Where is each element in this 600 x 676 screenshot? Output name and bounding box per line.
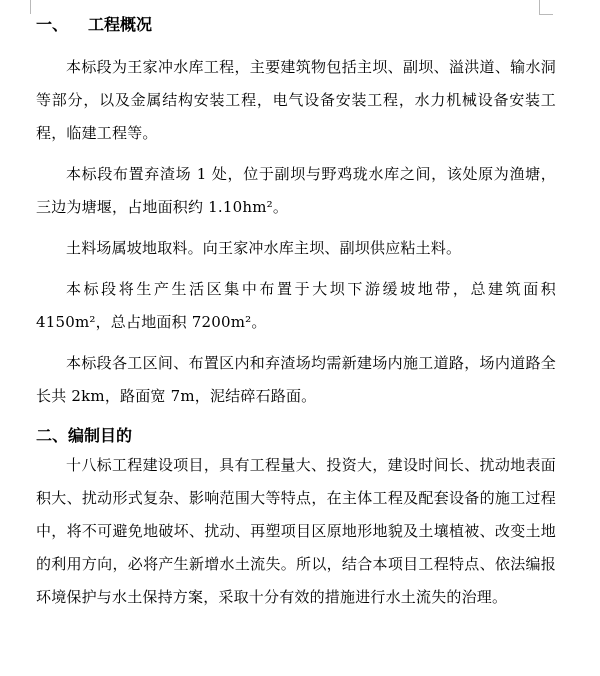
paragraph: 本标段布置弃渣场 1 处，位于副坝与野鸡珑水库之间，该处原为渔塘，三边为塘堰，占地面积约 1.10hm²。: [36, 165, 556, 216]
section-title: 工程概况: [88, 15, 153, 34]
paragraph: 本标段为王家冲水库工程，主要建筑物包括主坝、副坝、溢洪道、输水洞等部分，以及金属结构安装工程，电气设备安装工程，水力机械设备安装工程，临建工程等。: [36, 58, 556, 142]
section-number: 一、: [36, 15, 69, 34]
section-heading-purpose: 二、编制目的: [36, 426, 133, 445]
paragraph: 土料场属坡地取料。向王家冲水库主坝、副坝供应粘土料。: [66, 239, 462, 257]
paragraph: 十八标工程建设项目，具有工程量大、投资大，建设时间长、扰动地表面积大、扰动形式复杂、影响范围大等特点，在主体工程及配套设备的施工过程中，将不可避免地破坏、扰动、再塑项目区原地形地貌及土壤植被、改变土地的利用方向，必将产生新增水土流失。所以，结合本项目工程特点、依法编报环境保护与水土保持方案，采取十分有效的措施进行水土流失的治理。: [36, 456, 556, 606]
section-heading-overview: [36, 14, 556, 38]
paragraph: 本标段将生产生活区集中布置于大坝下游缓坡地带，总建筑面积 4150m²，总占地面积 7200m²。: [36, 280, 556, 331]
document-body: [36, 14, 556, 614]
crop-mark-right: [539, 0, 540, 14]
crop-mark-left: [30, 0, 31, 14]
paragraph: 本标段各工区间、布置区内和弃渣场均需新建场内施工道路，场内道路全长共 2km，路面宽 7m，泥结碎石路面。: [36, 354, 556, 405]
